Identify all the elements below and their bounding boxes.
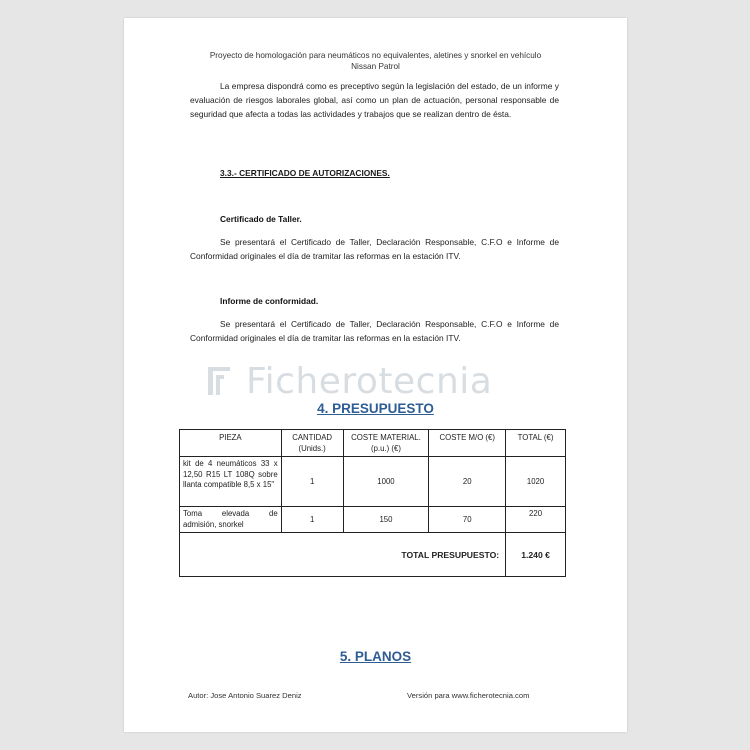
certificado-taller-text: Se presentará el Certificado de Taller, Declaración Responsable, C.F.O e Informe de Conformidad originales el día de tramitar las reformas en la estación ITV. [190, 237, 559, 261]
certificado-taller-paragraph [190, 236, 559, 264]
page-header [124, 50, 627, 72]
cell-total: 1020 [506, 457, 566, 507]
header-coste-mo: COSTE M/O (€) [429, 430, 506, 457]
footer-author: Autor: Jose Antonio Suarez Deniz [188, 691, 302, 700]
certificado-taller-title: Certificado de Taller. [220, 214, 302, 224]
cell-pieza: Toma elevada de admisión, snorkel [180, 507, 282, 533]
watermark-text: Ficherotecnia [246, 360, 493, 402]
table-row [180, 457, 566, 507]
watermark [204, 358, 544, 404]
footer-version: Versión para www.ficherotecnia.com [407, 691, 530, 700]
table-header-row [180, 430, 566, 457]
document-page [124, 18, 627, 732]
cell-cantidad: 1 [281, 507, 343, 533]
cell-coste-material: 150 [343, 507, 429, 533]
header-total: TOTAL (€) [506, 430, 566, 457]
cell-total: 220 [506, 507, 566, 533]
cell-pieza: kit de 4 neumáticos 33 x 12,50 R15 LT 108Q sobre llanta compatible 8,5 x 15" [180, 457, 282, 507]
header-cantidad: CANTIDAD (Unids.) [281, 430, 343, 457]
header-line-1: Proyecto de homologación para neumáticos no equivalentes, aletines y snorkel en vehículo [209, 51, 542, 60]
informe-conformidad-title: Informe de conformidad. [220, 296, 319, 306]
intro-paragraph [190, 80, 559, 121]
header-coste-material: COSTE MATERIAL.(p.u.) (€) [343, 430, 429, 457]
total-value: 1.240 € [506, 533, 566, 577]
section-3-3-heading: 3.3.- CERTIFICADO DE AUTORIZACIONES. [220, 168, 390, 178]
header-pieza: PIEZA [180, 430, 282, 457]
header-line-2: Nissan Patrol [351, 62, 400, 71]
cell-coste-material: 1000 [343, 457, 429, 507]
budget-table [179, 429, 566, 577]
informe-conformidad-text: Se presentará el Certificado de Taller, Declaración Responsable, C.F.O e Informe de Conformidad originales el día de tramitar las reformas en la estación ITV. [190, 319, 559, 343]
table-row [180, 507, 566, 533]
cell-cantidad: 1 [281, 457, 343, 507]
section-4-heading: 4. PRESUPUESTO [317, 401, 434, 416]
total-label: TOTAL PRESUPUESTO: [180, 533, 506, 577]
table-total-row [180, 533, 566, 577]
section-5-heading: 5. PLANOS [339, 649, 412, 664]
ficherotecnia-logo-icon [204, 361, 244, 401]
cell-coste-mo: 20 [429, 457, 506, 507]
intro-paragraph-text: La empresa dispondrá como es preceptivo según la legislación del estado, de un informe y evaluación de riesgos laborales global, así como un plan de actuación, personal responsable de seguridad que afecta a todas las actividades y trabajos que se realizan dentro de ésta. [190, 81, 559, 119]
informe-conformidad-paragraph [190, 318, 559, 346]
cell-coste-mo: 70 [429, 507, 506, 533]
